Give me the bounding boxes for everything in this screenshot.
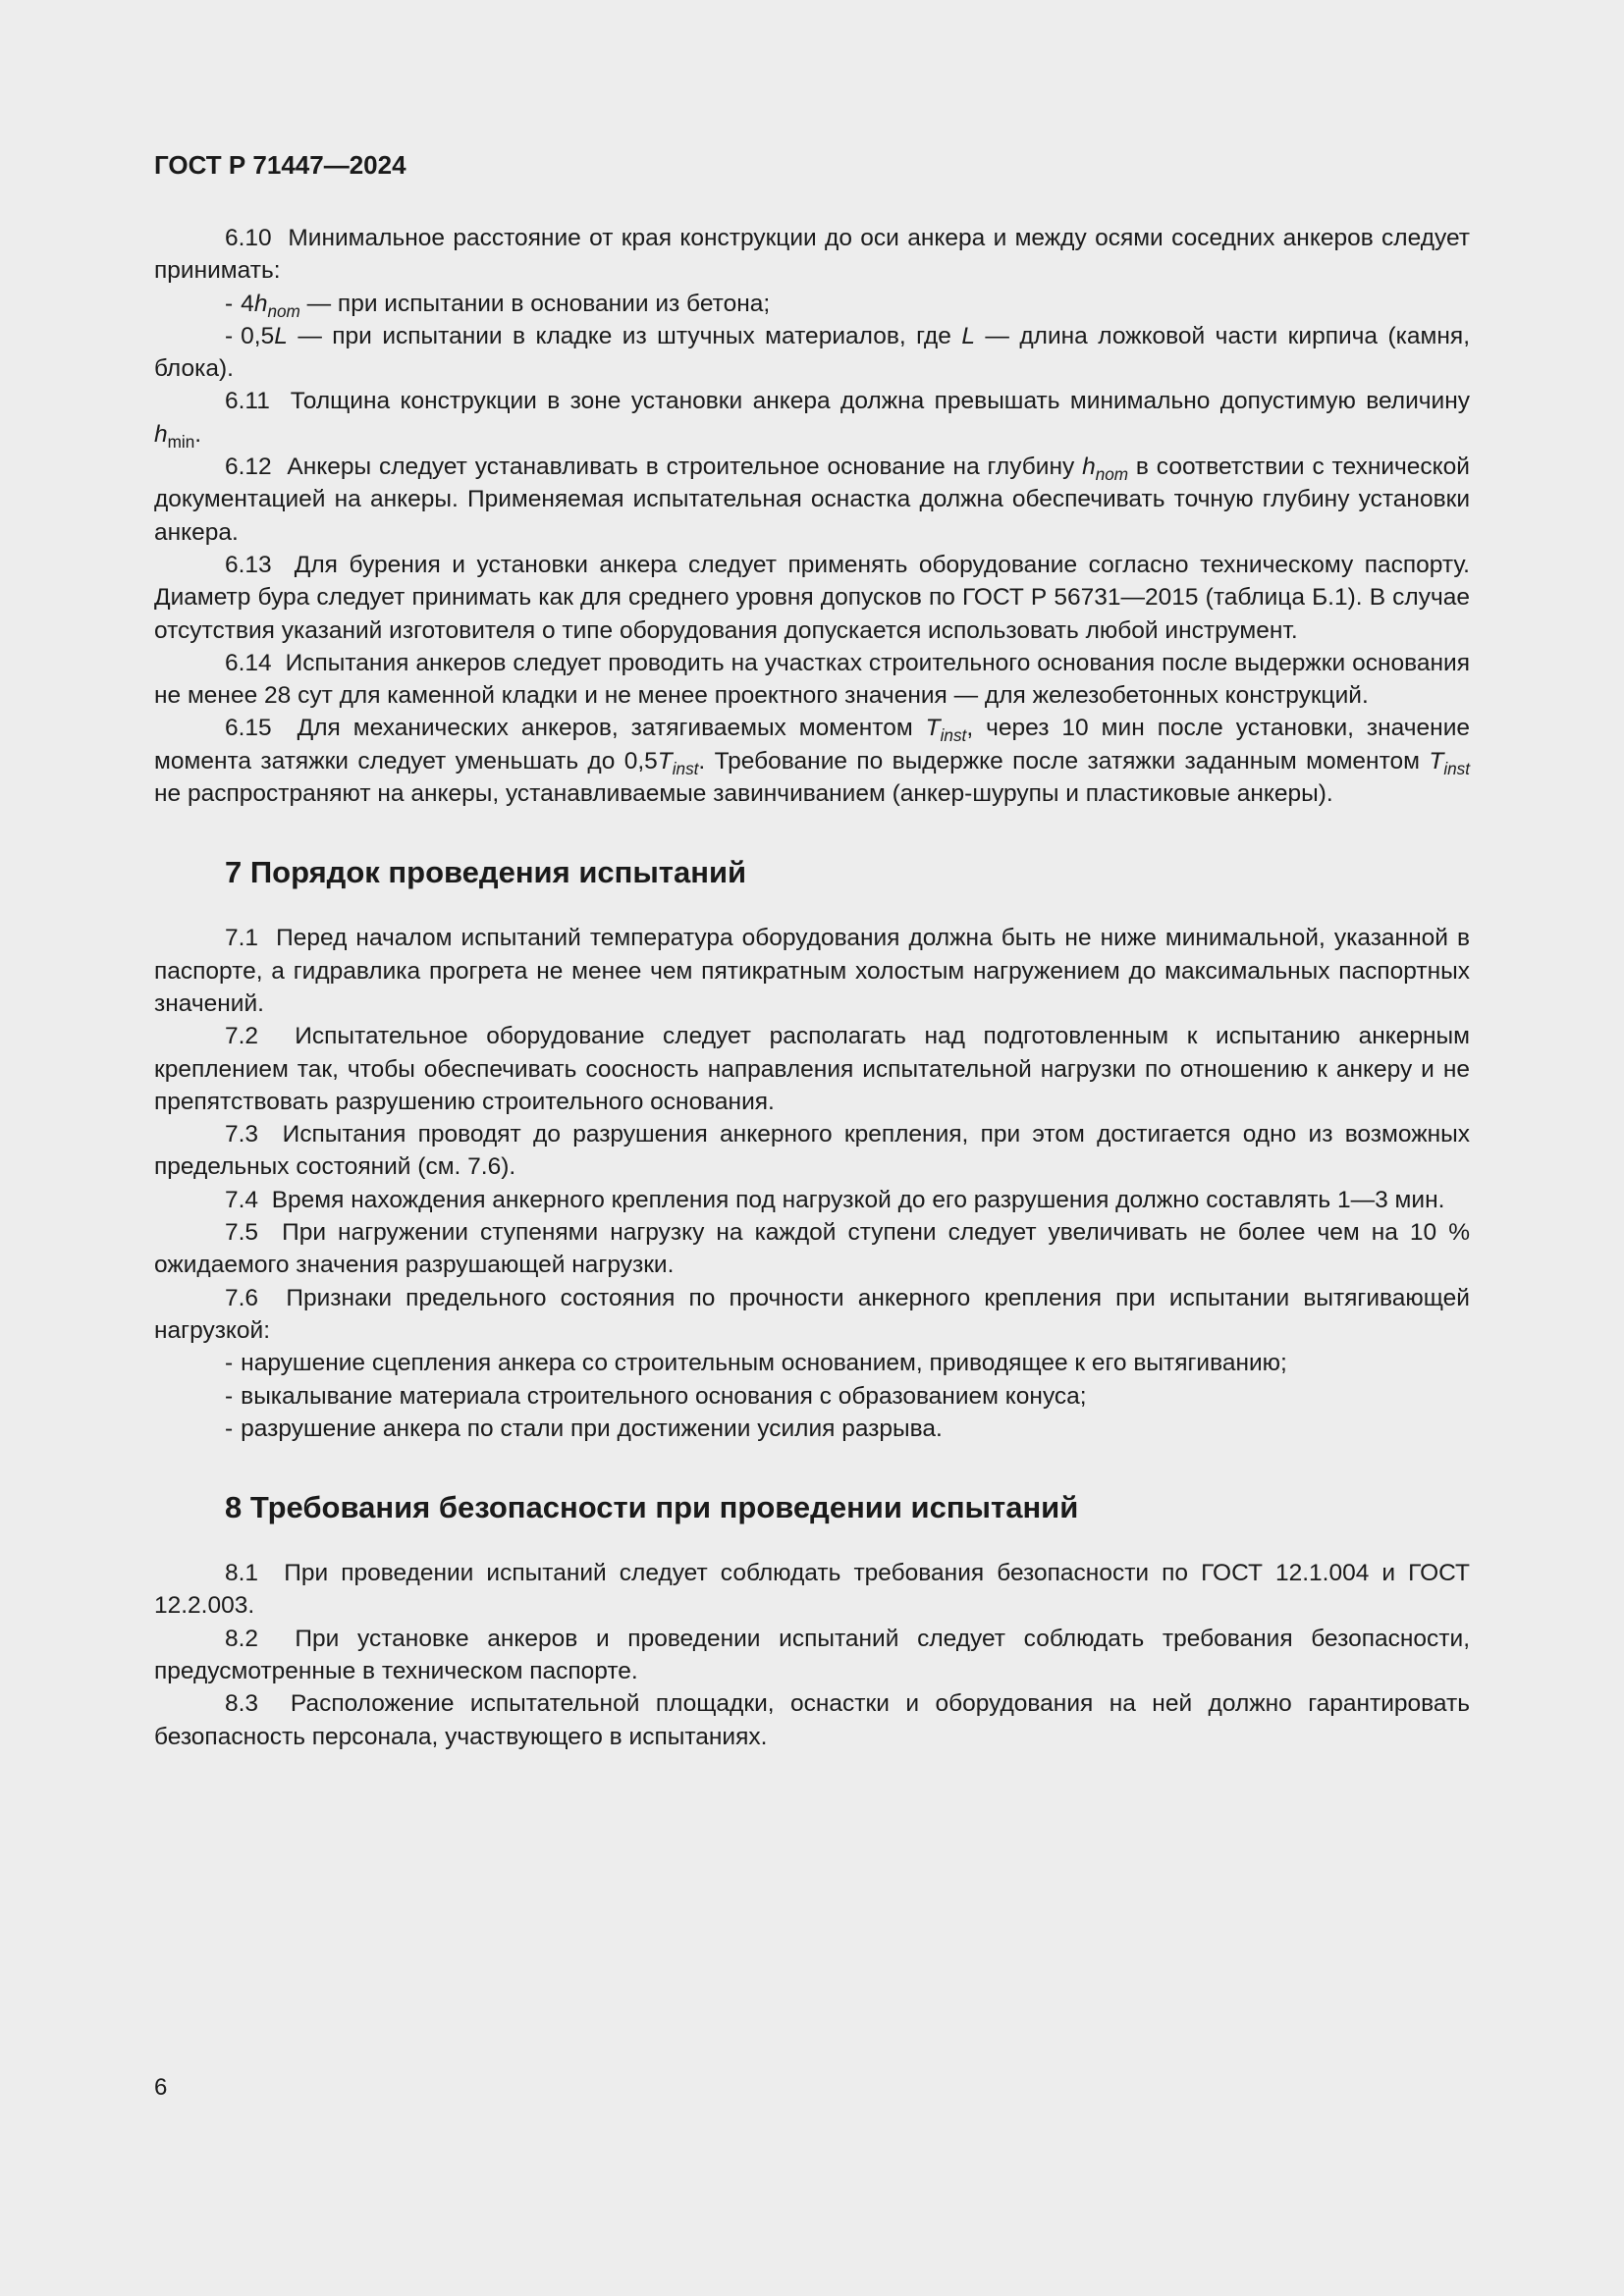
- clause-number: 6.15: [225, 715, 272, 742]
- list-item: - 0,5L — при испытании в кладке из штучных материалов, где L — длина ложковой части кирпича (камня, блока).: [154, 322, 1470, 383]
- clause-number: 6.14: [225, 649, 272, 676]
- list-item: - нарушение сцепления анкера со строительным основанием, приводящее к его вытягиванию;: [225, 1350, 1287, 1377]
- list-item: - выкалывание материала строительного основания с образованием конуса;: [225, 1382, 1087, 1410]
- section-8-heading: 8 Требования безопасности при проведении испытаний: [225, 1490, 1079, 1525]
- clause-6-13: 6.13 Для бурения и установки анкера следует применять оборудование согласно техническому паспорту. Диаметр бура следует принимать как для среднего уровня допусков по ГОСТ Р 56731—2015 (таблица Б.1). В случае отсутствия указаний изготовителя о типе оборудования допускается использовать любой инструмент.: [154, 551, 1470, 644]
- clause-7-5: 7.5 При нагружении ступенями нагрузку на каждой ступени следует увеличивать не более чем на 10 % ожидаемого значения разрушающей нагрузки.: [154, 1219, 1470, 1279]
- clause-7-6: 7.6 Признаки предельного состояния по прочности анкерного крепления при испытании вытягивающей нагрузкой:: [154, 1284, 1470, 1344]
- document-header: ГОСТ Р 71447—2024: [154, 150, 406, 180]
- clause-number: 8.3: [225, 1690, 259, 1718]
- dash-marker: -: [225, 1382, 234, 1410]
- clause-number: 7.6: [225, 1284, 259, 1311]
- clause-number: 8.2: [225, 1625, 259, 1652]
- clause-8-1: 8.1 При проведении испытаний следует соблюдать требования безопасности по ГОСТ 12.1.004 и ГОСТ 12.2.003.: [154, 1560, 1470, 1620]
- clause-7-4: 7.4 Время нахождения анкерного крепления под нагрузкой до его разрушения должно составлять 1—3 мин.: [225, 1186, 1445, 1213]
- dash-marker: -: [225, 322, 234, 349]
- clause-6-15: 6.15 Для механических анкеров, затягиваемых моментом $T_{inst}$, через 10 мин после установки, значение момента затяжки следует уменьшать до $0,5T_{inst}$. Требование по выдержке после затяжки заданным моментом $T_{inst}$ не распространяют на анкеры, устанавливаемые завинчиванием (анкер-шурупы и пластиковые анкеры).: [154, 715, 1471, 808]
- clause-6-12: 6.12 Анкеры следует устанавливать в строительное основание на глубину $h_{nom}$ в соответствии с технической документацией на анкеры. Применяемая испытательная оснастка должна обеспечивать точную глубину установки анкера.: [154, 454, 1470, 546]
- clause-number: 7.1: [225, 925, 259, 952]
- clause-8-2: 8.2 При установке анкеров и проведении испытаний следует соблюдать требования безопасности, предусмотренные в техническом паспорте.: [154, 1625, 1470, 1684]
- clause-8-3: 8.3 Расположение испытательной площадки, оснастки и оборудования на ней должно гарантировать безопасность персонала, участвующего в испытаниях.: [154, 1690, 1470, 1750]
- clause-number: 6.12: [225, 454, 272, 481]
- clause-number: 7.3: [225, 1121, 259, 1148]
- clause-number: 7.5: [225, 1219, 259, 1247]
- clause-6-11: 6.11 Толщина конструкции в зоне установки анкера должна превышать минимально допустимую величину $h_{min}$.: [154, 388, 1470, 452]
- clause-number: 6.11: [225, 388, 270, 415]
- clause-number: 7.2: [225, 1023, 259, 1050]
- dash-marker: -: [225, 1415, 234, 1442]
- clause-text: Минимальное расстояние от края конструкции до оси анкера и между осями соседних анкеров следует принимать:: [154, 225, 1470, 285]
- clause-7-3: 7.3 Испытания проводят до разрушения анкерного крепления, при этом достигается одно из возможных предельных состояний (см. 7.6).: [154, 1121, 1470, 1181]
- clause-number: 6.13: [225, 551, 272, 578]
- clause-7-1: 7.1 Перед началом испытаний температура оборудования должна быть не ниже минимальной, указанной в паспорте, а гидравлика прогрета не менее чем пятикратным холостым нагружением до максимальных паспортных значений.: [154, 925, 1470, 1017]
- list-item: - разрушение анкера по стали при достижении усилия разрыва.: [225, 1415, 943, 1442]
- clause-6-10: [154, 222, 1470, 288]
- list-item: - $4h_{nom}$ — при испытании в основании из бетона;: [225, 290, 771, 321]
- clause-6-14: 6.14 Испытания анкеров следует проводить на участках строительного основания после выдержки основания не менее 28 сут для каменной кладки и не менее проектного значения — для железобетонных конструкций.: [154, 649, 1470, 710]
- document-page: [154, 149, 1470, 1753]
- section-7-heading: 7 Порядок проведения испытаний: [225, 855, 747, 890]
- dash-marker: -: [225, 290, 234, 317]
- clause-number: 6.10: [225, 225, 272, 251]
- clause-number: 8.1: [225, 1560, 259, 1587]
- dash-marker: -: [225, 1350, 234, 1377]
- page-number: 6: [154, 2074, 168, 2101]
- clause-number: 7.4: [225, 1186, 259, 1213]
- clause-7-2: 7.2 Испытательное оборудование следует располагать над подготовленным к испытанию анкерным креплением так, чтобы обеспечивать соосность направления испытательной нагрузки по отношению к анкеру и не препятствовать разрушению строительного основания.: [154, 1023, 1470, 1115]
